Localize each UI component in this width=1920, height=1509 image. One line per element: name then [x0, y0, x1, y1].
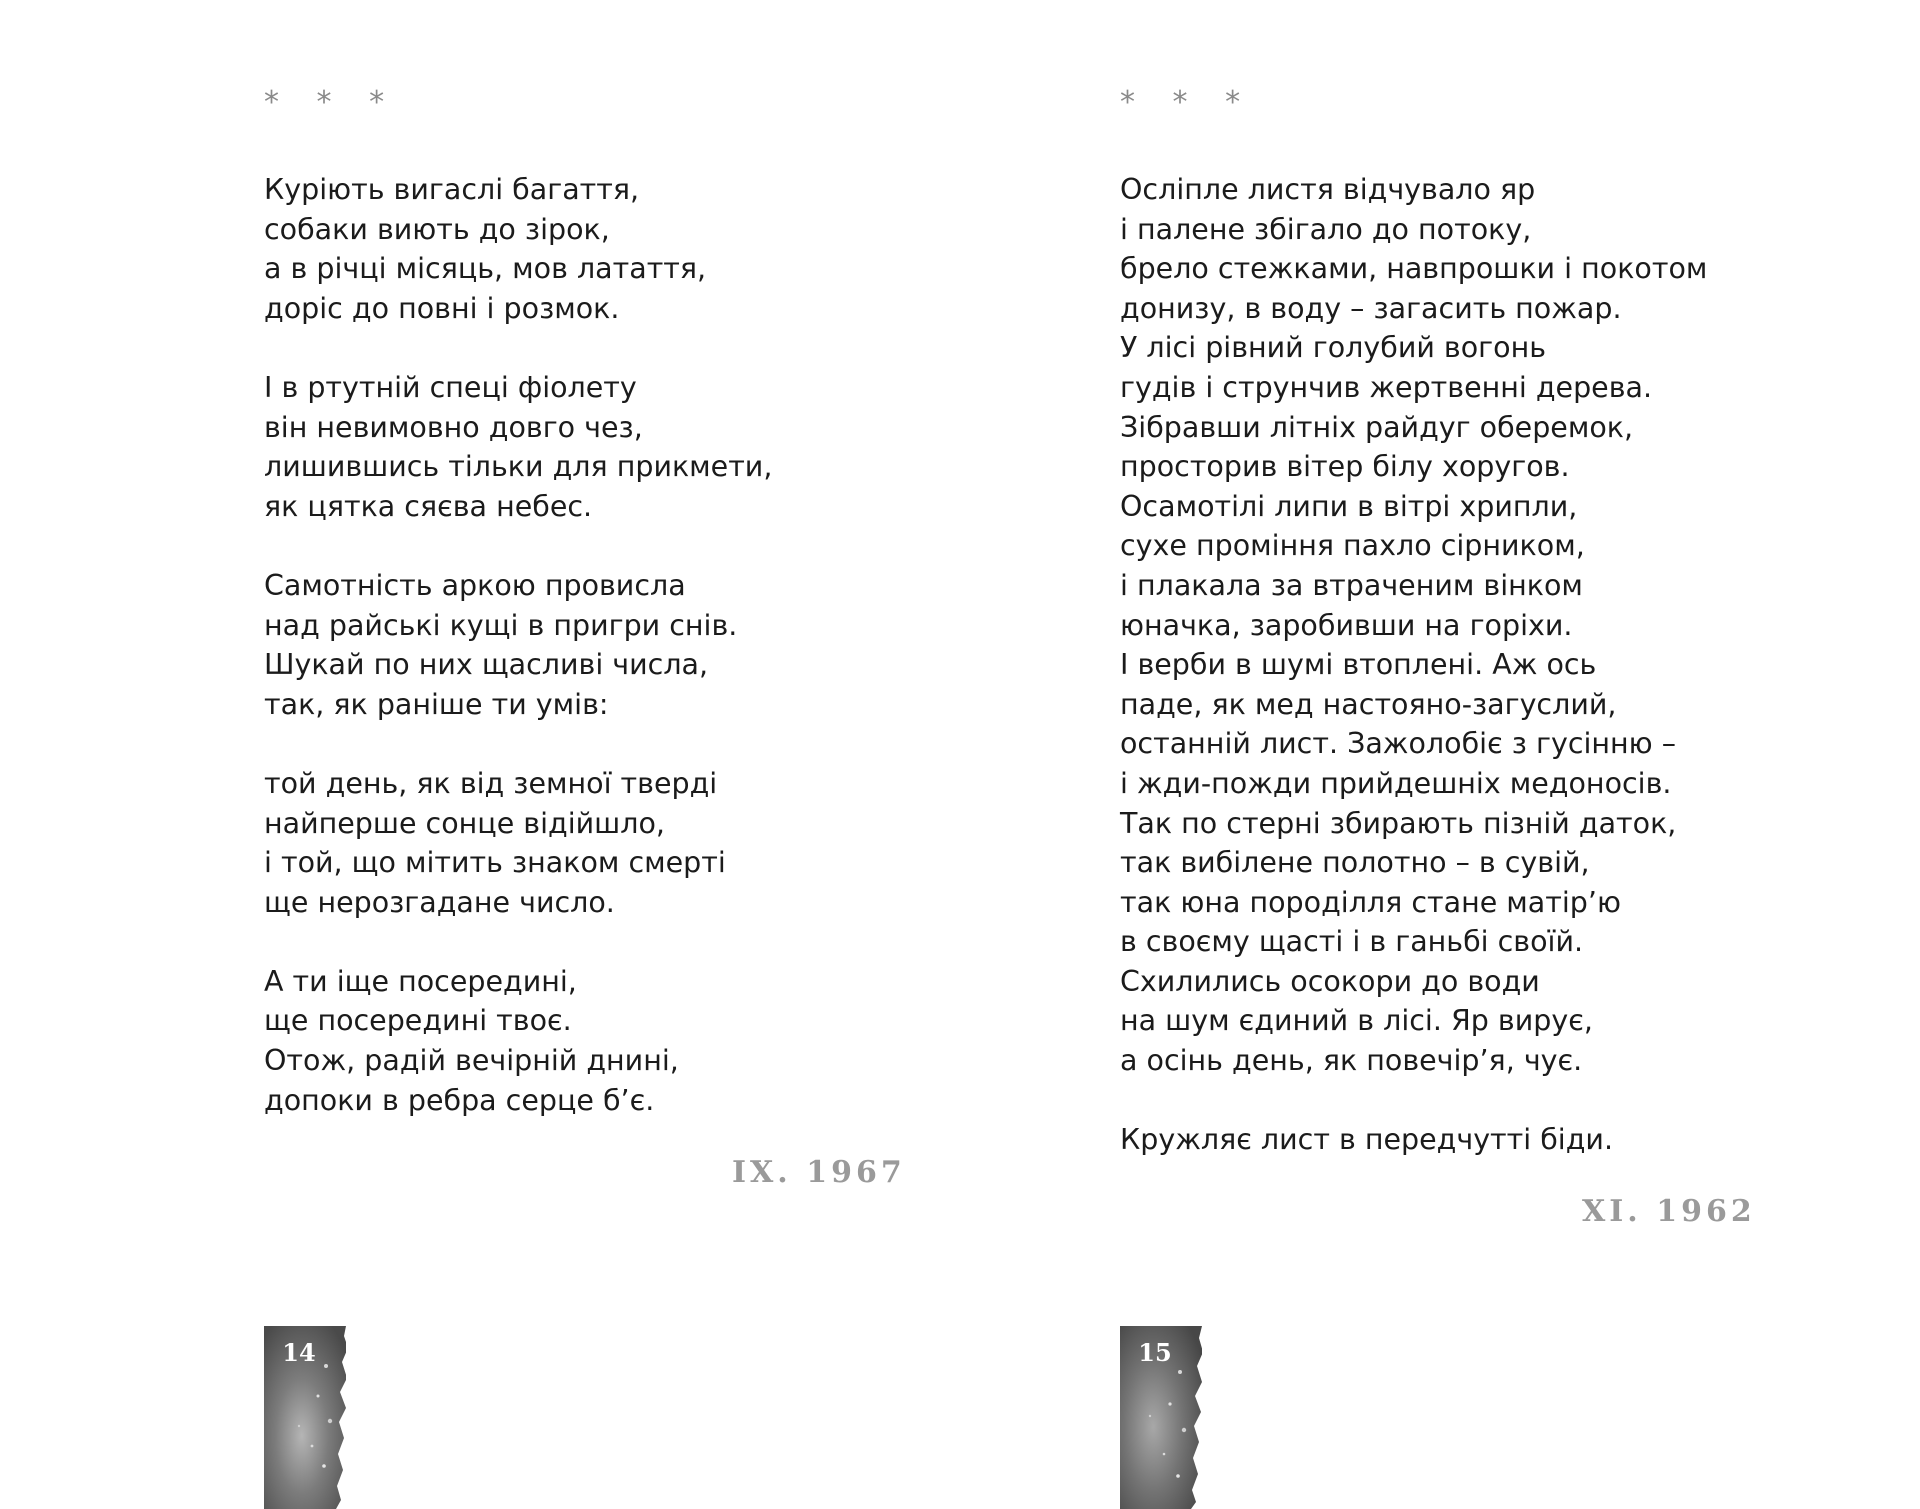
poem-line: і жди-пожди прийдешніх медоносів.	[1120, 766, 1672, 800]
stanza	[264, 170, 772, 328]
poem-date: XI. 1962	[1582, 1194, 1756, 1229]
poem-line: А ти іще посередині,	[264, 964, 577, 998]
poem-line: останній лист. Зажолобіє з гусінню –	[1120, 727, 1676, 761]
section-separator-stars: * * *	[1120, 85, 1255, 120]
poem-line: Кружляє лист в передчутті біди.	[1120, 1123, 1614, 1157]
poem-line: Куріють вигаслі багаття,	[264, 173, 640, 206]
page-number-tab	[264, 1326, 346, 1509]
poem-line: доріс до повні і розмок.	[264, 291, 620, 325]
stanza	[264, 368, 772, 526]
poem-line: в своєму щасті і в ганьбі своїй.	[1120, 925, 1584, 959]
poem-text	[264, 170, 772, 1120]
poem-line: брело стежками, навпрошки і покотом	[1120, 252, 1708, 286]
right-page	[960, 0, 1920, 1509]
poem-line: Осліпле листя відчувало яр	[1120, 173, 1536, 206]
poem-line: і палене збігало до потоку,	[1120, 212, 1532, 246]
poem-line: той день, як від земної тверді	[264, 766, 718, 800]
poem-line: Так по стерні збирають пізній даток,	[1120, 806, 1677, 840]
poem-line: він невимовно довго чез,	[264, 410, 643, 444]
section-separator-stars: * * *	[264, 85, 399, 120]
poem-line: найперше сонце відійшло,	[264, 806, 665, 840]
poem-line: над райські кущі в пригри снів.	[264, 608, 738, 642]
poem-line: і плакала за втраченим вінком	[1120, 568, 1583, 602]
poem-line: І в ртутній спеці фіолету	[264, 370, 637, 404]
poem-line: гудів і струнчив жертвенні дерева.	[1120, 370, 1653, 404]
poem-line: Зібравши літніх райдуг оберемок,	[1120, 410, 1634, 444]
poem-line: просторив вітер білу хоругов.	[1120, 450, 1570, 484]
poem-line: як цятка сяєва небес.	[264, 489, 593, 523]
poem-line: Шукай по них щасливі числа,	[264, 648, 709, 682]
poem-line: Схилились осокори до води	[1120, 964, 1540, 998]
poem-line: Самотність аркою провисла	[264, 568, 686, 602]
poem-line: І верби в шумі втоплені. Аж ось	[1120, 648, 1597, 682]
poem-text	[1120, 170, 1707, 1160]
stanza	[264, 566, 772, 724]
page-number: 14	[282, 1338, 316, 1367]
poem-line: ще посередині твоє.	[264, 1004, 572, 1038]
poem-line: ще нерозгадане число.	[264, 885, 615, 919]
page-number-tab	[1120, 1326, 1202, 1509]
page-number: 15	[1138, 1338, 1172, 1367]
poem-line: Отож, радій вечірній днині,	[264, 1044, 679, 1078]
poem-line: паде, як мед настояно-загуслий,	[1120, 687, 1617, 721]
poem-line: собаки виють до зірок,	[264, 212, 610, 246]
poem-line: У лісі рівний голубий вогонь	[1120, 331, 1546, 365]
poem-line: так, як раніше ти умів:	[264, 687, 609, 721]
stanza	[264, 764, 772, 922]
poem-line: а осінь день, як повечір’я, чує.	[1120, 1044, 1583, 1078]
poem-line: юначка, заробивши на горіхи.	[1120, 608, 1573, 642]
stanza	[1120, 1120, 1707, 1160]
poem-line: допоки в ребра серце б’є.	[264, 1083, 655, 1117]
poem-line: сухе проміння пахло сірником,	[1120, 529, 1585, 563]
poem-line: і той, що мітить знаком смерті	[264, 846, 726, 880]
poem-line: донизу, в воду – загасить пожар.	[1120, 291, 1622, 325]
poem-date: IX. 1967	[732, 1155, 906, 1190]
poem-line: так юна породілля стане матір’ю	[1120, 885, 1621, 919]
stanza	[264, 962, 772, 1120]
poem-line: а в річці місяць, мов латаття,	[264, 252, 707, 286]
poem-line: Осамотілі липи в вітрі хрипли,	[1120, 489, 1578, 523]
poem-line: так вибілене полотно – в сувій,	[1120, 846, 1590, 880]
poem-line: на шум єдиний в лісі. Яр вирує,	[1120, 1004, 1593, 1038]
stanza	[1120, 170, 1707, 1081]
poem-line: лишившись тільки для прикмети,	[264, 450, 773, 484]
